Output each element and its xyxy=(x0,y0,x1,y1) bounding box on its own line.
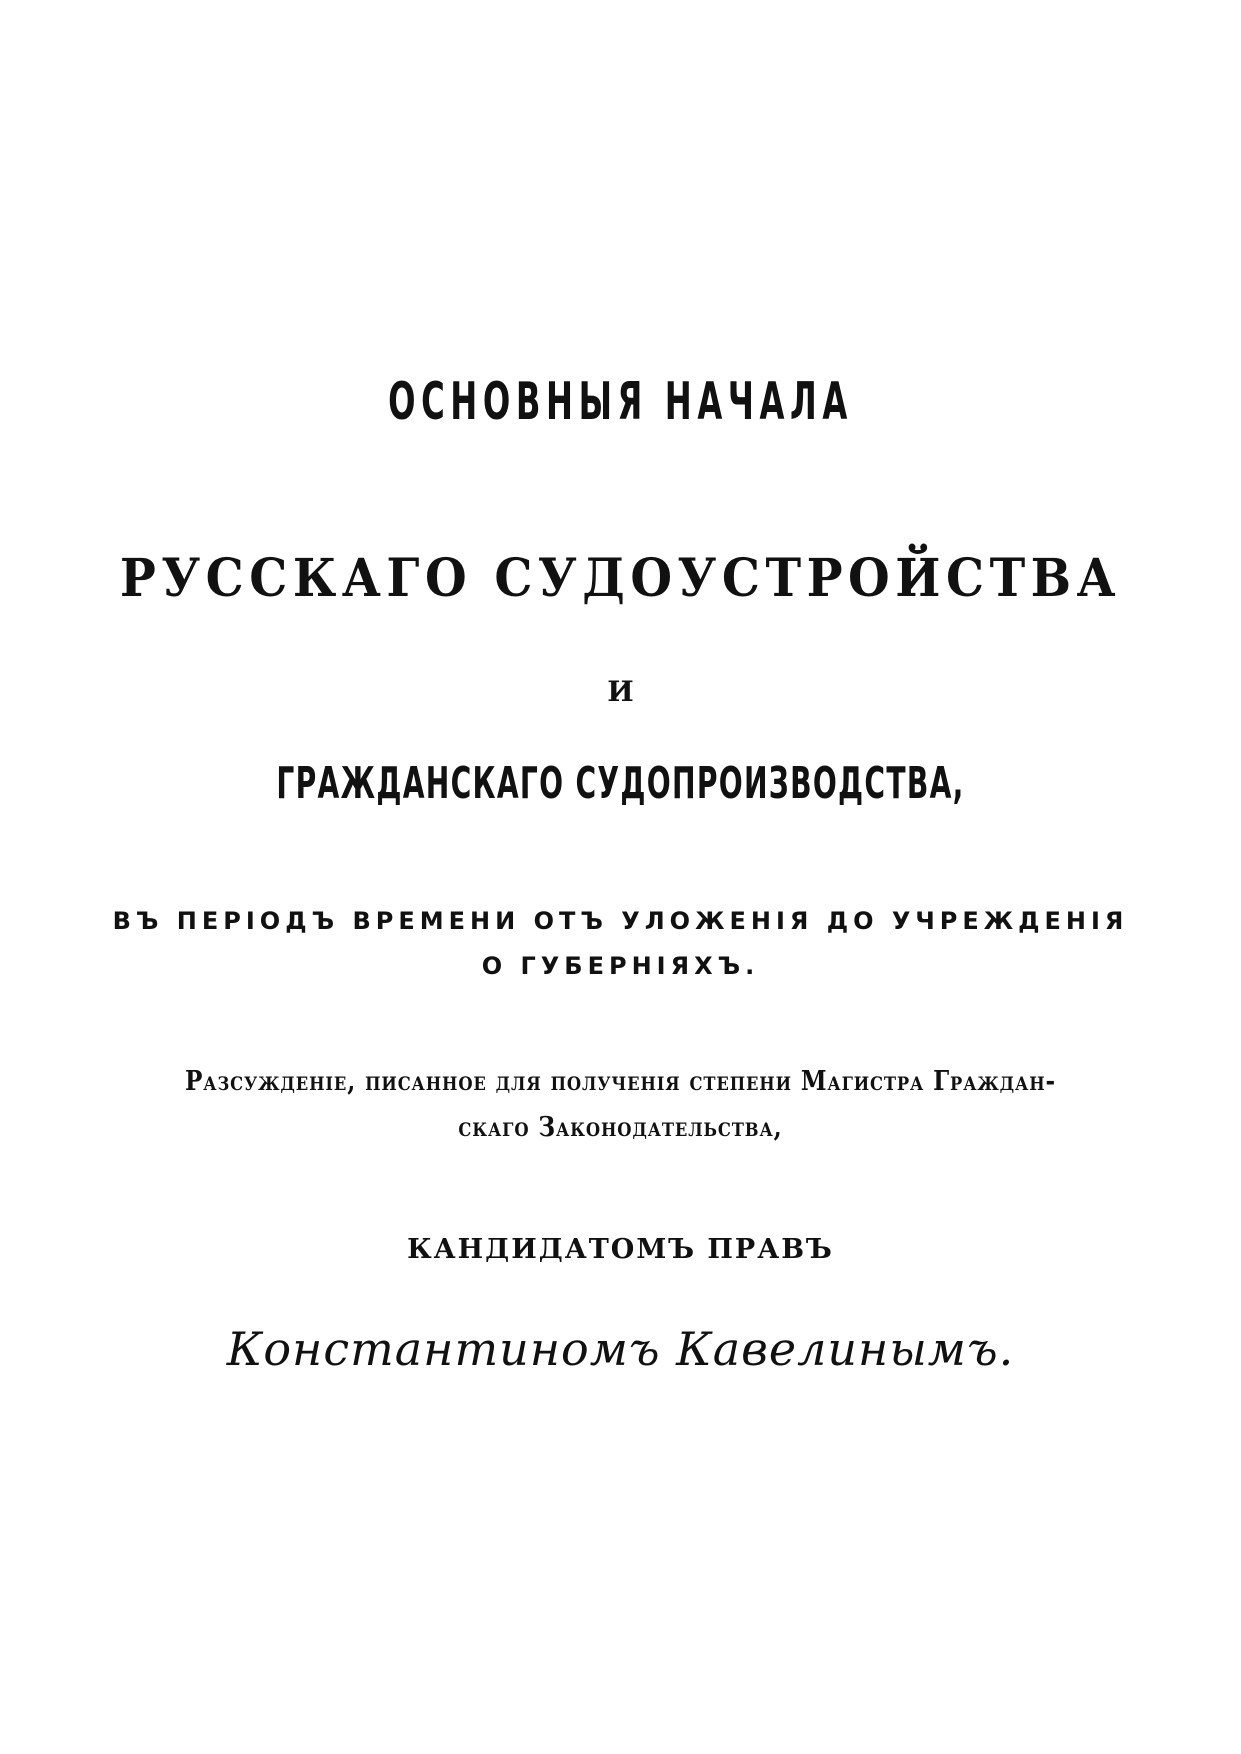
title-line-3: ГРАЖДАНСКАГО СУДОПРОИЗВОДСТВА, xyxy=(276,758,965,809)
conjunction: И xyxy=(607,675,634,708)
title-line-1: ОСНОВНЫЯ НАЧАЛА xyxy=(388,372,853,432)
period-line-2: О ГУБЕРНІЯХЪ. xyxy=(481,952,760,980)
period-line-1: ВЪ ПЕРІОДЪ ВРЕМЕНИ ОТЪ УЛОЖЕНІЯ ДО УЧРЕЖДЕНІЯ xyxy=(112,907,1129,935)
candidate-line: КАНДИДАТОМЪ ПРАВЪ xyxy=(407,1234,834,1265)
title-line-2: РУССКАГО СУДОУСТРОЙСТВА xyxy=(119,548,1122,609)
discourse-line-2: скаго Законодательства, xyxy=(458,1112,783,1143)
discourse-line-1: Разсужденіе, писанное для полученія степени Магистра Граждан- xyxy=(184,1066,1057,1097)
author-signature: Константиномъ Кавелинымъ. xyxy=(226,1322,1015,1376)
